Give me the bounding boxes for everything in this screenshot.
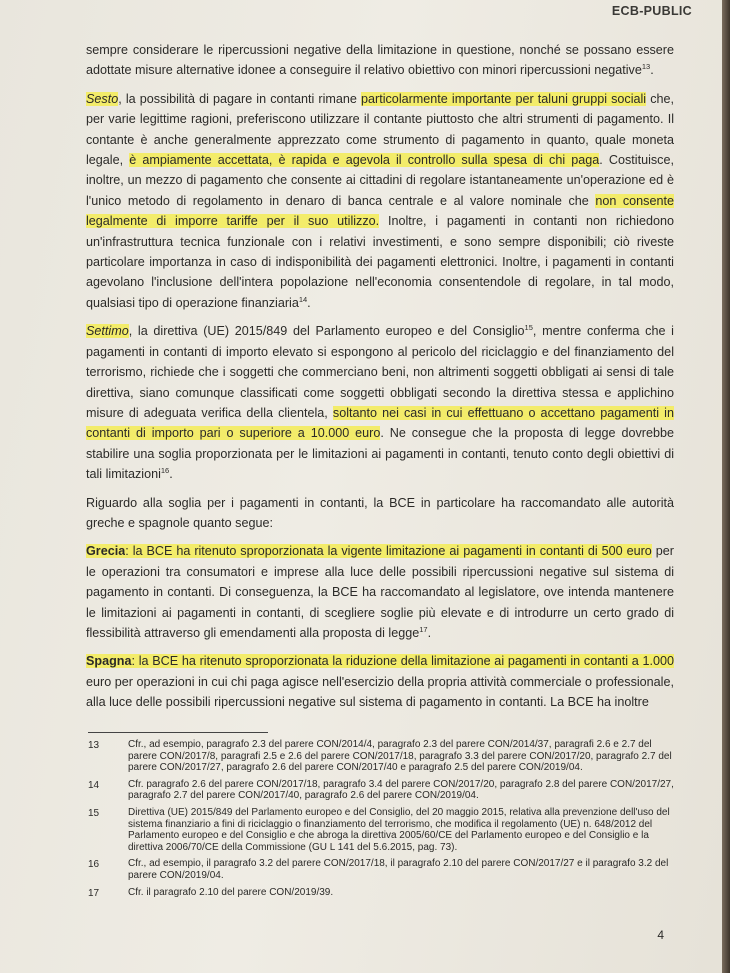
footnote-number: 13 (88, 740, 100, 751)
country-label: Grecia (86, 544, 126, 559)
highlighted-text (86, 544, 125, 558)
text-run: euro per operazioni in cui chi paga agisce nell'esercizio della propria attività commerciale o professionale, alla luce delle possibili ripercussioni negative sul sistema di pagamento in contanti. La BCE ha inoltre (86, 674, 674, 710)
footnote (88, 779, 678, 802)
footnotes (88, 739, 678, 904)
text-run: per le operazioni tra consumatori e imprese alla luce delle possibili ripercussioni negative sul sistema di pagamento in contanti. Di conseguenza, la BCE ha raccomandato al legislatore, ove intenda mantenere le limitazioni ai pagamenti in contanti, di scegliere soglie più elevate e di introdurre un certo grado di flessibilità attraverso gli emendamenti alla proposta di legge (86, 544, 674, 640)
footnote-text: Cfr. paragrafo 2.6 del parere CON/2017/18, paragrafo 3.4 del parere CON/2017/20, paragrafo 2.8 del parere CON/2017/27, paragrafo 2.7 del parere CON/2017/40, paragrafo 2.6 del parere CON/2019/04. (128, 778, 674, 802)
text-run: . (307, 295, 311, 310)
paragraph-intro (86, 40, 674, 81)
highlighted-text (86, 324, 129, 338)
highlighted-text: non consente legalmente di imporre tariffe per il suo utilizzo. (86, 193, 674, 229)
page-number: 4 (657, 928, 664, 942)
footnote-ref: 14 (298, 294, 308, 304)
footnote-number: 17 (88, 887, 100, 899)
text-run: , mentre conferma che i pagamenti in contanti di importo elevato si espongono al pericolo del riciclaggio e del finanziamento del terrorismo, richiede che i soggetti che commerciano beni, non altrimenti soggetti obbligati ai sensi di tale direttiva, siano comunque classificati come soggetti obbligati secondo la direttiva stessa e applichino misure di adeguata verifica della clientela, (86, 324, 674, 420)
footnote (88, 739, 678, 774)
text-run: . Ne consegue che la proposta di legge dovrebbe stabilire una soglia proporzionata per le limitazioni ai pagamenti in contanti, tenuto conto degli obiettivi di tali limitazioni (86, 426, 674, 482)
footnote-text: Cfr. il paragrafo 2.10 del parere CON/2019/39. (128, 886, 334, 898)
footnote-number: 15 (88, 807, 100, 819)
highlighted-text: : la BCE ha ritenuto sproporzionata la riduzione della limitazione ai pagamenti in contanti a 1.000 (131, 654, 674, 669)
footnote (88, 807, 678, 853)
text-run: . (650, 63, 654, 78)
footnote-ref: 13 (641, 62, 651, 72)
footnote-ref: 16 (160, 465, 170, 475)
text-run: che, per varie legittime ragioni, preferiscono utilizzare il contante piuttosto che altri strumenti di pagamento. Il contante è anche generalmente apprezzato come strumento di pagamento in quanto, quale moneta legale, (86, 91, 675, 168)
paragraph-spagna (86, 651, 674, 712)
paragraph-lead: Settimo (86, 324, 129, 339)
footnote-number: 14 (88, 779, 100, 791)
footnote-text: Cfr., ad esempio, il paragrafo 3.2 del parere CON/2017/18, il paragrafo 2.10 del parere CON/2017/27 e il paragrafo 3.2 del parere CON/2019/04. (128, 858, 669, 881)
footnote (88, 858, 678, 881)
footnote (88, 887, 678, 900)
classification-label: ECB-PUBLIC (611, 4, 692, 18)
footnote-divider (88, 732, 268, 733)
highlighted-text: particolarmente importante per taluni gruppi sociali (361, 91, 647, 106)
text-run: , la direttiva (UE) 2015/849 del Parlamento europeo e del Consiglio (128, 324, 525, 339)
text-run: Inoltre, i pagamenti in contanti non richiedono un'infrastruttura tecnica funzionale con i relativi investimenti, e sono sempre disponibili; ciò riveste particolare importanza in caso di indisponibilità dei pagamenti elettronici. Inoltre, i pagamenti in contanti agevolano l'inclusione dell'intera popolazione nell'economia consentendole di regolare, in tal modo, qualsiasi tipo di operazione finanziaria (86, 214, 674, 310)
footnote-number: 16 (88, 859, 100, 871)
highlighted-text: : la BCE ha ritenuto sproporzionata la vigente limitazione ai pagamenti in contanti di 500 euro (125, 544, 652, 559)
page-edge-shadow (722, 0, 730, 973)
text-run: . (169, 467, 173, 482)
paragraph-grecia (86, 541, 674, 643)
paragraph-sesto (86, 89, 674, 313)
text-run: . (427, 625, 432, 640)
text-run: , la possibilità di pagare in contanti rimane (118, 91, 362, 106)
footnote-text: Cfr., ad esempio, paragrafo 2.3 del parere CON/2014/4, paragrafo 2.3 del parere CON/2014/37, paragrafi 2.6 e 2.7 del parere CON/2017/8, paragrafi 2.5 e 2.6 del parere CON/2017/18, paragrafo 3.3 del parere CON/2017/20, paragrafo 2.7 del parere CON/2017/27, paragrafo 2.6 del parere CON/2017/40 e paragrafo 2.5 del parere CON/2019/04. (128, 739, 672, 774)
paragraph-soglia (86, 493, 674, 534)
paragraph-settimo (86, 321, 674, 484)
body-text (86, 40, 674, 721)
text-run: Riguardo alla soglia per i pagamenti in contanti, la BCE in particolare ha raccomandato alle autorità greche e spagnole quanto segue: (86, 495, 674, 530)
text-run: . Costituisce, inoltre, un mezzo di pagamento che consente ai cittadini di regolare istantaneamente un'operazione ed è l'unico metodo di regolamento in denaro di banca centrale e al valore nominale che (86, 153, 674, 208)
footnote-text: Direttiva (UE) 2015/849 del Parlamento europeo e del Consiglio, del 20 maggio 2015, relativa alla prevenzione dell'uso del sistema finanziario a fini di riciclaggio o finanziamento del terrorismo, che modifica il regolamento (UE) n. 648/2012 del Parlamento europeo e del Consiglio e che abroga la direttiva 2005/60/CE del Parlamento europeo e del Consiglio e la direttiva 2006/70/CE della Commissione (GU L 141 del 5.6.2015, pag. 73). (128, 806, 670, 853)
country-label: Spagna (86, 654, 132, 669)
footnote-ref: 15 (524, 323, 533, 333)
highlighted-text: soltanto nei casi in cui effettuano o accettano pagamenti in contanti di importo pari o superiore a 10.000 euro (86, 405, 674, 441)
text-run: sempre considerare le ripercussioni negative della limitazione in questione, nonché se possano essere adottate misure alternative idonee a conseguire il relativo obiettivo con minori ripercussioni negative (86, 43, 674, 78)
highlighted-text (86, 92, 118, 106)
footnote-ref: 17 (419, 624, 428, 634)
highlighted-text: è ampiamente accettata, è rapida e agevola il controllo sulla spesa di chi paga (129, 153, 600, 168)
paragraph-lead: Sesto (86, 91, 119, 106)
highlighted-text (86, 654, 132, 668)
